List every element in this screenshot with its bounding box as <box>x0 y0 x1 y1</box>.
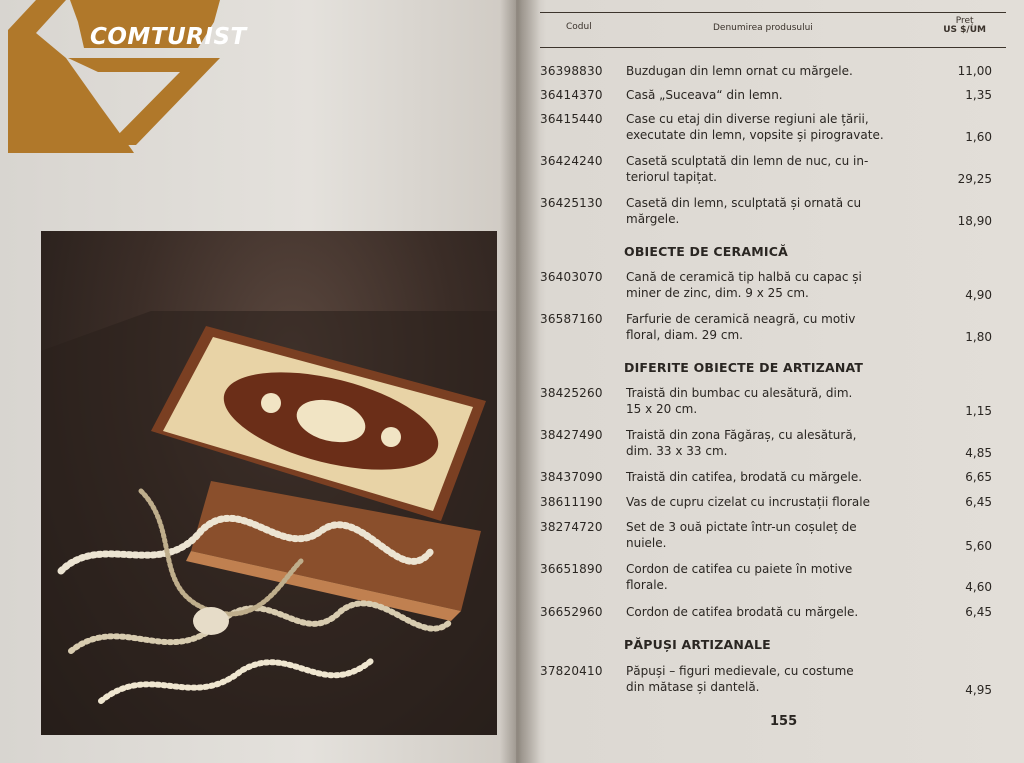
table-header <box>540 12 1006 48</box>
product-price: 18,90 <box>957 214 992 228</box>
book-gutter <box>500 0 540 763</box>
product-description: Case cu etaj din diverse regiuni ale țării, executate din lemn, vopsite și pirogravate. <box>626 112 884 142</box>
product-code: 38425260 <box>540 386 603 400</box>
product-description: Farfurie de ceramică neagră, cu motiv floral, diam. 29 cm. <box>626 312 856 342</box>
page-number: 155 <box>770 714 798 729</box>
product-code: 38274720 <box>540 520 603 534</box>
product-price: 1,60 <box>965 130 992 144</box>
product-price: 4,90 <box>965 288 992 302</box>
product-code: 36398830 <box>540 64 603 78</box>
product-photo <box>41 231 497 735</box>
product-code: 38611190 <box>540 495 603 509</box>
product-description: Casetă din lemn, sculptată și ornată cu mărgele. <box>626 196 862 226</box>
product-description: Vas de cupru cizelat cu incrustații florale <box>626 495 871 509</box>
product-description: Buzdugan din lemn ornat cu mărgele. <box>626 64 853 78</box>
product-code: 36415440 <box>540 112 603 126</box>
product-price: 1,35 <box>965 88 992 102</box>
product-price: 4,95 <box>965 683 992 697</box>
product-description: Traistă din catifea, brodată cu mărgele. <box>626 470 863 484</box>
product-price: 4,60 <box>965 580 992 594</box>
product-code: 36424240 <box>540 154 603 168</box>
product-price: 29,25 <box>957 172 992 186</box>
product-price: 1,80 <box>965 330 992 344</box>
product-code: 36587160 <box>540 312 603 326</box>
header-price: Preț US $/UM <box>943 16 986 35</box>
product-price: 6,45 <box>965 605 992 619</box>
product-code: 38427490 <box>540 428 603 442</box>
product-description: Păpuși – figuri medievale, cu costume din mătase și dantelă. <box>626 664 854 694</box>
product-code: 36414370 <box>540 88 603 102</box>
product-description: Casetă sculptată din lemn de nuc, cu in- teriorul tapițat. <box>626 154 869 184</box>
product-code: 36652960 <box>540 605 603 619</box>
section-heading-dolls: PĂPUȘI ARTIZANALE <box>624 637 771 652</box>
product-description: Traistă din bumbac cu alesătură, dim. 15 x 20 cm. <box>626 386 853 416</box>
product-price: 1,15 <box>965 404 992 418</box>
product-price: 6,65 <box>965 470 992 484</box>
product-price: 4,85 <box>965 446 992 460</box>
product-code: 36403070 <box>540 270 603 284</box>
section-heading-ceramics: OBIECTE DE CERAMICĂ <box>624 244 788 259</box>
product-price: 5,60 <box>965 539 992 553</box>
product-description: Cană de ceramică tip halbă cu capac și miner de zinc, dim. 9 x 25 cm. <box>626 270 862 300</box>
product-code: 36651890 <box>540 562 603 576</box>
product-price: 6,45 <box>965 495 992 509</box>
product-code: 38437090 <box>540 470 603 484</box>
product-code: 36425130 <box>540 196 603 210</box>
logo-wordmark: COMTURIST <box>90 24 247 50</box>
product-description: Set de 3 ouă pictate într-un coșuleț de nuiele. <box>626 520 857 550</box>
product-price: 11,00 <box>957 64 992 78</box>
comturist-logo <box>8 0 247 160</box>
product-description: Casă „Suceava“ din lemn. <box>626 88 783 102</box>
product-description: Cordon de catifea brodată cu mărgele. <box>626 605 859 619</box>
header-code: Codul <box>566 22 592 32</box>
product-description: Traistă din zona Făgăraș, cu alesătură, dim. 33 x 33 cm. <box>626 428 857 458</box>
header-product-name: Denumirea produsului <box>713 23 813 33</box>
product-code: 37820410 <box>540 664 603 678</box>
section-heading-crafts: DIFERITE OBIECTE DE ARTIZANAT <box>624 360 864 375</box>
product-description: Cordon de catifea cu paiete în motive florale. <box>626 562 853 592</box>
